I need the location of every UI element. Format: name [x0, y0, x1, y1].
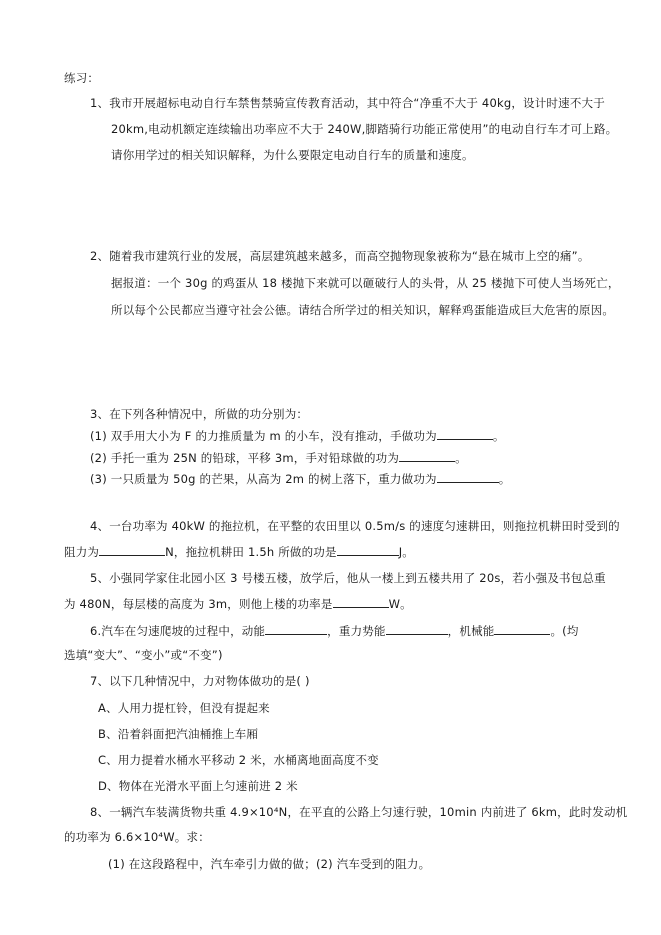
answer-blank[interactable]	[99, 543, 165, 556]
q4-line2	[64, 543, 414, 560]
q3-item-1-text: (1) 双手用大小为 F 的力推质量为 m 的小车，没有推动，手做功为	[90, 429, 437, 443]
q1-line3: 请你用学过的相关知识解释，为什么要限定电动自行车的质量和速度。	[111, 148, 474, 162]
q3-item-1	[90, 427, 505, 444]
answer-blank[interactable]	[437, 427, 493, 440]
q5-text-a: 为 480N，每层楼的高度为 3m，则他上楼的功率是	[64, 597, 333, 611]
q3-item-1-end: 。	[492, 429, 505, 443]
answer-blank[interactable]	[386, 622, 448, 635]
q6-text-a: 6.汽车在匀速爬坡的过程中，动能	[90, 624, 266, 638]
q6-text-c: ，机械能	[447, 624, 495, 638]
answer-blank[interactable]	[333, 595, 389, 608]
q3-item-2	[90, 449, 467, 466]
q4-text-b: N，拖拉机耕田 1.5h 所做的功是	[165, 545, 337, 559]
q7-option-b[interactable]: B、沿着斜面把汽油桶推上车厢	[98, 727, 259, 741]
q5-line2	[64, 595, 412, 612]
q8-line1: 8、一辆汽车装满货物共重 4.9×10⁴N，在平直的公路上匀速行驶，10min 内前进了 6km，此时发动机	[90, 805, 628, 819]
q2-line1: 2、随着我市建筑行业的发展，高层建筑越来越多，而高空抛物现象被称为“悬在城市上空的痛”。	[90, 249, 590, 263]
q3-item-3	[90, 470, 510, 487]
q3-item-3-end: 。	[498, 472, 511, 486]
q5-line1: 5、小强同学家住北园小区 3 号楼五楼，放学后，他从一楼上到五楼共用了 20s，若小强及书包总重	[90, 571, 606, 585]
answer-blank[interactable]	[265, 622, 327, 635]
q5-text-b: W。	[388, 597, 412, 611]
q7-option-d[interactable]: D、物体在光滑水平面上匀速前进 2 米	[98, 779, 298, 793]
q4-text-a: 阻力为	[64, 545, 100, 559]
q6-text-b: ，重力势能	[327, 624, 386, 638]
answer-blank[interactable]	[437, 470, 499, 483]
q4-line1: 4、一台功率为 40kW 的拖拉机，在平整的农田里以 0.5m/s 的速度匀速耕田，则拖拉机耕田时受到的	[90, 519, 620, 533]
q8-line2: 的功率为 6.6×10⁴W。求：	[64, 830, 210, 844]
q3-intro: 3、在下列各种情况中，所做的功分别为：	[90, 407, 309, 421]
q6-line1	[90, 622, 579, 639]
q7-option-c[interactable]: C、用力提着水桶水平移动 2 米，水桶离地面高度不变	[98, 753, 379, 767]
q2-line3: 所以每个公民都应当遵守社会公德。请结合所学过的相关知识，解释鸡蛋能造成巨大危害的原因。	[111, 303, 615, 317]
q7-stem: 7、以下几种情况中，力对物体做功的是( )	[90, 674, 310, 688]
q4-text-c: J。	[398, 545, 414, 559]
answer-blank[interactable]	[399, 449, 455, 462]
q8-line3: (1) 在这段路程中，汽车牵引力做的做；(2) 汽车受到的阻力。	[108, 857, 431, 871]
q1-line1: 1、我市开展超标电动自行车禁售禁骑宣传教育活动，其中符合“净重不大于 40kg，设计时速不大于	[90, 96, 605, 110]
q7-option-a[interactable]: A、人用力提杠铃，但没有提起来	[98, 701, 270, 715]
answer-blank[interactable]	[494, 622, 550, 635]
q6-line2: 选填“变大”、“变小”或“不变”)	[64, 648, 223, 662]
q3-item-3-text: (3) 一只质量为 50g 的芒果，从高为 2m 的树上落下，重力做功为	[90, 472, 437, 486]
q3-item-2-end: 。	[455, 451, 467, 465]
q1-line2: 20km,电动机额定连续输出功率应不大于 240W,脚踏骑行功能正常使用”的电动自行车才可上路。	[111, 122, 618, 136]
q3-item-2-text: (2) 手托一重为 25N 的铅球，平移 3m，手对铅球做的功为	[90, 451, 400, 465]
heading: 练习：	[64, 71, 100, 85]
q6-text-d: 。(均	[550, 624, 579, 638]
answer-blank[interactable]	[337, 543, 399, 556]
q2-line2: 据报道：一个 30g 的鸡蛋从 18 楼抛下来就可以砸破行人的头骨，从 25 楼抛下可使人当场死亡，	[111, 276, 620, 290]
